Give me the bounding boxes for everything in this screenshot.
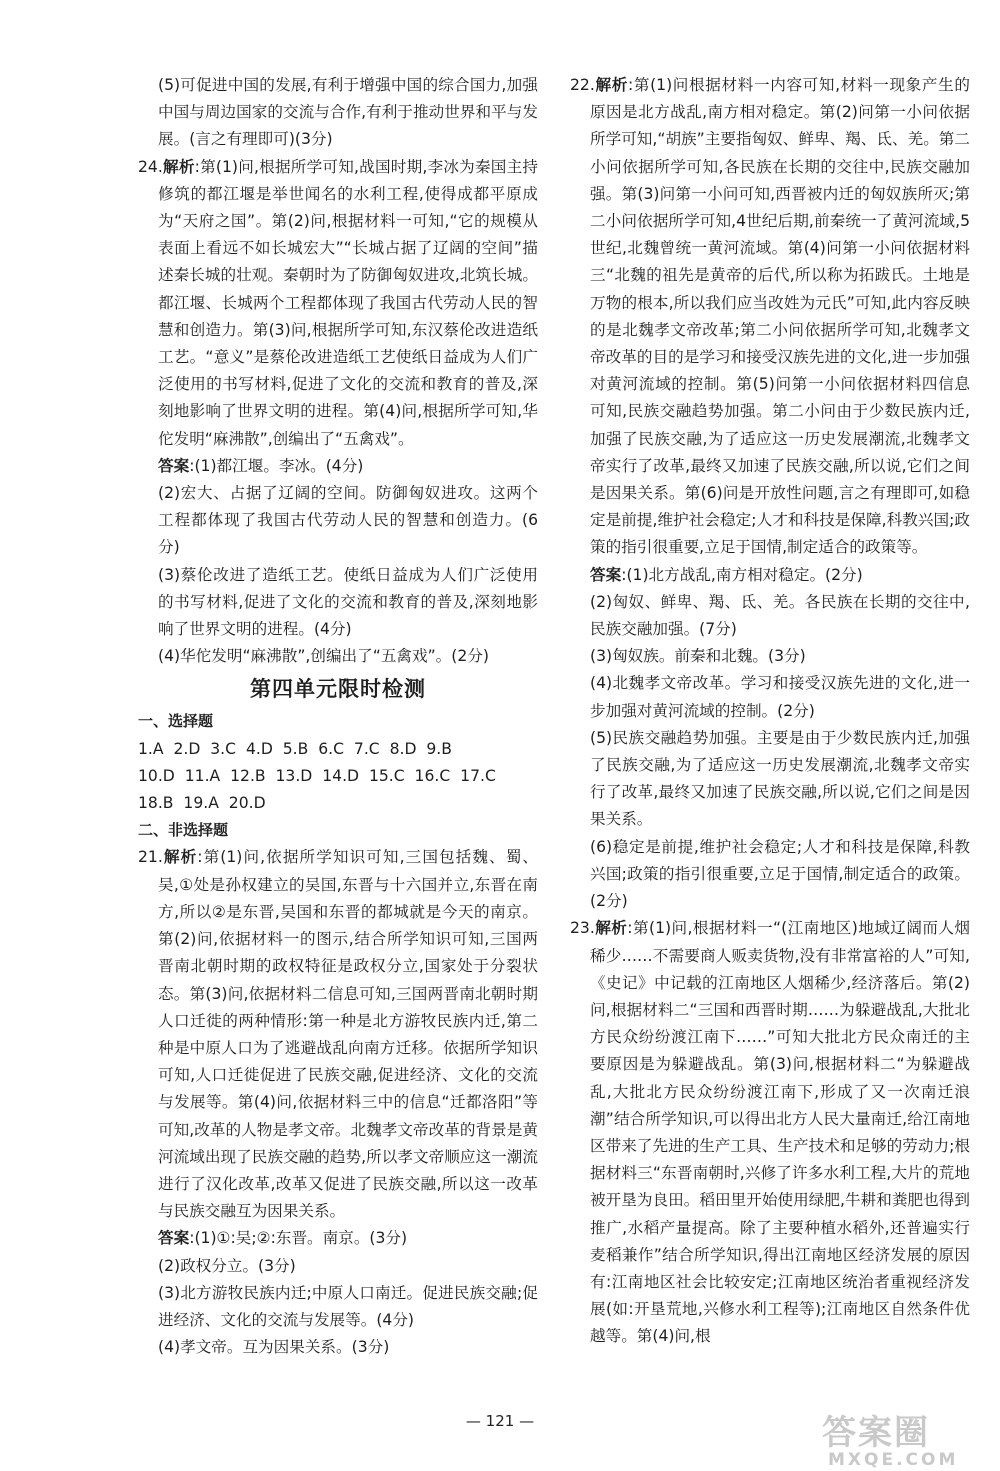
section-heading-choice: 一、选择题 xyxy=(138,712,214,731)
answer-line: (4)北魏孝文帝改革。学习和接受汉族先进的文化,进一步加强对黄河流域的控制。(2分) xyxy=(590,674,970,720)
answer-paragraph: (5)可促进中国的发展,有利于增强中国的综合国力,加强中国与周边国家的交流与合作,有利于推动世界和平与发展。(言之有理即可)(3分) xyxy=(158,76,538,149)
unit-title: 第四单元限时检测 xyxy=(250,677,426,702)
analysis-text: :第(1)问,依据所学知识可知,三国包括魏、蜀、吴,①处是孙权建立的吴国,东晋与十六国并立,东晋在南方,所以②是东晋,吴国和东晋的都城就是今天的南京。第(2)问,依据材料一的图示,结合所学知识可知,三国两晋南北朝时期的政权特征是政权分立,国家处于分裂状态。第(3)问,依据材料二信息可知,三国两晋南北朝时期人口迁徙的两种情形:第一种是北方游牧民族内迁,第二种是中原人口为了逃避战乱向南方迁移。依据所学知识可知,人口迁徙促进了民族交融,促进经济、文化的交流与发展等。第(4)问,依据材料三中的信息“迁都洛阳”等可知,改革的人物是孝文帝。北魏孝文帝改革的背景是黄河流域出现了民族交融的趋势,所以孝文帝顺应这一潮流进行了汉化改革,改革又促进了民族交融,所以这一改革与民族交融互为因果关系。 xyxy=(158,848,538,1221)
analysis-text: :第(1)问,根据所学可知,战国时期,李冰为秦国主持修筑的都江堰是举世闻名的水利工程,使得成都平原成为“天府之国”。第(2)问,根据材料一可知,“它的规模从表面上看远不如长城宏大”“长城占据了辽阔的空间”描述秦长城的壮观。秦朝时为了防御匈奴进攻,北筑长城。都江堰、长城两个工程都体现了我国古代劳动人民的智慧和创造力。第(3)问,根据所学可知,东汉蔡伦改进造纸工艺。“意义”是蔡伦改进造纸工艺使纸日益成为人们广泛使用的书写材料,促进了文化的交流和教育的普及,深刻地影响了世界文明的进程。第(4)问,根据所学可知,华佗发明“麻沸散”,创编出了“五禽戏”。 xyxy=(158,157,538,448)
answer-line: (2)宏大、占据了辽阔的空间。防御匈奴进攻。这两个工程都体现了我国古代劳动人民的智慧和创造力。(6分) xyxy=(158,484,538,557)
section-heading-nonchoice: 二、非选择题 xyxy=(138,821,229,840)
answer-line: (3)匈奴族。前秦和北魏。(3分) xyxy=(590,647,806,666)
question-number: 21. xyxy=(138,848,163,867)
question-24-analysis xyxy=(138,154,538,453)
answer-line: (4)孝文帝。互为因果关系。(3分) xyxy=(158,1338,390,1357)
watermark-text-bottom: MXQE.COM xyxy=(828,1450,959,1470)
question-number: 22. xyxy=(570,76,595,94)
question-23-analysis xyxy=(570,915,970,1350)
choice-answers-row: 10.D 11.A 12.B 13.D 14.D 15.C 16.C 17.C xyxy=(138,766,496,785)
answer-label: 答案 xyxy=(158,456,190,475)
answer-line: :(1)北方战乱,南方相对稳定。(2分) xyxy=(621,565,863,584)
answer-line: (2)匈奴、鲜卑、羯、氐、羌。各民族在长期的交往中,民族交融加强。(7分) xyxy=(590,592,970,639)
question-22-answer xyxy=(570,562,970,589)
analysis-text: :第(1)问根据材料一内容可知,材料一现象产生的原因是北方战乱,南方相对稳定。第(2)问第一小问依据所学可知,“胡族”主要指匈奴、鲜卑、羯、氐、羌。第二小问依据所学可知,各民族在长期的交往中,民族交融加强。第(3)问第一小问可知,西晋被内迁的匈奴族所灭;第二小问依据所学可知,4世纪后期,前秦统一了黄河流域,5世纪,北魏曾统一黄河流域。第(4)问第一小问依据材料三“北魏的祖先是黄帝的后代,所以称为拓跋氏。土地是万物的根本,所以我们应当改姓为元氏”可知,此内容反映的是北魏孝文帝改革;第二小问依据所学可知,北魏孝文帝改革的目的是学习和接受汉族先进的文化,进一步加强对黄河流域的控制。第(5)问第一小问依据材料四信息可知,民族交融趋势加强。第二小问由于少数民族内迁,加强了民族交融,为了适应这一历史发展潮流,北魏孝文帝实行了改革,最终又加速了民族交融,所以说,它们之间是因果关系。第(6)问是开放性问题,言之有理即可,如稳定是前提,维护社会稳定;人才和科技是保障,科教兴国;政策的指引很重要,立足于国情,制定适合的政策等。 xyxy=(590,76,970,557)
analysis-label: 解析 xyxy=(594,919,628,938)
analysis-label: 解析 xyxy=(162,848,198,867)
answer-line: :(1)都江堰。李冰。(4分) xyxy=(189,456,364,475)
answer-line: (2)政权分立。(3分) xyxy=(158,1256,296,1275)
question-21-answer xyxy=(138,1225,538,1252)
right-column xyxy=(570,72,970,1351)
answer-line: (5)民族交融趋势加强。主要是由于少数民族内迁,加强了民族交融,为了适应这一历史发展潮流,北魏孝文帝实行了改革,最终又加速了民族交融,所以说,它们之间是因果关系。 xyxy=(590,728,970,829)
answer-line: :(1)①:吴;②:东晋。南京。(3分) xyxy=(189,1229,408,1248)
watermark-text-top: 答案圈 xyxy=(822,1413,930,1453)
analysis-label: 解析 xyxy=(162,157,195,176)
question-number: 24. xyxy=(138,157,163,176)
answer-line: (4)华佗发明“麻沸散”,创编出了“五禽戏”。(2分) xyxy=(158,647,489,666)
question-21-analysis xyxy=(138,844,538,1225)
answer-line: (3)蔡伦改进了造纸工艺。使纸日益成为人们广泛使用的书写材料,促进了文化的交流和教育的普及,深刻地影响了世界文明的进程。(4分) xyxy=(158,565,538,639)
site-watermark-logo xyxy=(822,1415,992,1470)
answer-label: 答案 xyxy=(590,565,622,584)
answer-label: 答案 xyxy=(158,1229,190,1248)
choice-answers-row: 18.B 19.A 20.D xyxy=(138,794,266,813)
analysis-label: 解析 xyxy=(594,76,628,94)
question-22-analysis xyxy=(570,72,970,562)
answer-line: (6)稳定是前提,维护社会稳定;人才和科技是保障,科教兴国;政策的指引很重要,立足于国情,制定适合的政策。(2分) xyxy=(590,837,970,911)
analysis-text: :第(1)问,根据材料一“(江南地区)地域辽阔而人烟稀少……不需要商人贩卖货物,没有非常富裕的人”可知,《史记》中记载的江南地区人烟稀少,经济落后。第(2)问,根据材料二“三国和西晋时期……为躲避战乱,大批北方民众纷纷渡江南下……”可知大批北方民众南迁的主要原因是为躲避战乱。第(3)问,根据材料二“为躲避战乱,大批北方民众纷纷渡江南下,形成了又一次南迁浪潮”结合所学知识,可以得出北方人民大量南迁,给江南地区带来了先进的生产工具、生产技术和足够的劳动力;根据材料三“东晋南朝时,兴修了许多水利工程,大片的荒地被开垦为良田。稻田里开始使用绿肥,牛耕和粪肥也得到推广,水稻产量提高。除了主要种植水稻外,还普遍实行麦稻兼作”结合所学知识,得出江南地区经济发展的原因有:江南地区社会比较安定;江南地区统治者重视经济发展(如:开垦荒地,兴修水利工程等);江南地区自然条件优越等。第(4)问,根 xyxy=(590,919,970,1346)
question-24-answer xyxy=(138,453,538,480)
page-number: — 121 — xyxy=(465,1412,535,1430)
left-column xyxy=(138,72,538,1361)
choice-answers-row: 1.A 2.D 3.C 4.D 5.B 6.C 7.C 8.D 9.B xyxy=(138,739,452,758)
answer-line: (3)北方游牧民族内迁;中原人口南迁。促进民族交融;促进经济、文化的交流与发展等。(4分) xyxy=(158,1283,538,1329)
question-number: 23. xyxy=(570,919,595,938)
